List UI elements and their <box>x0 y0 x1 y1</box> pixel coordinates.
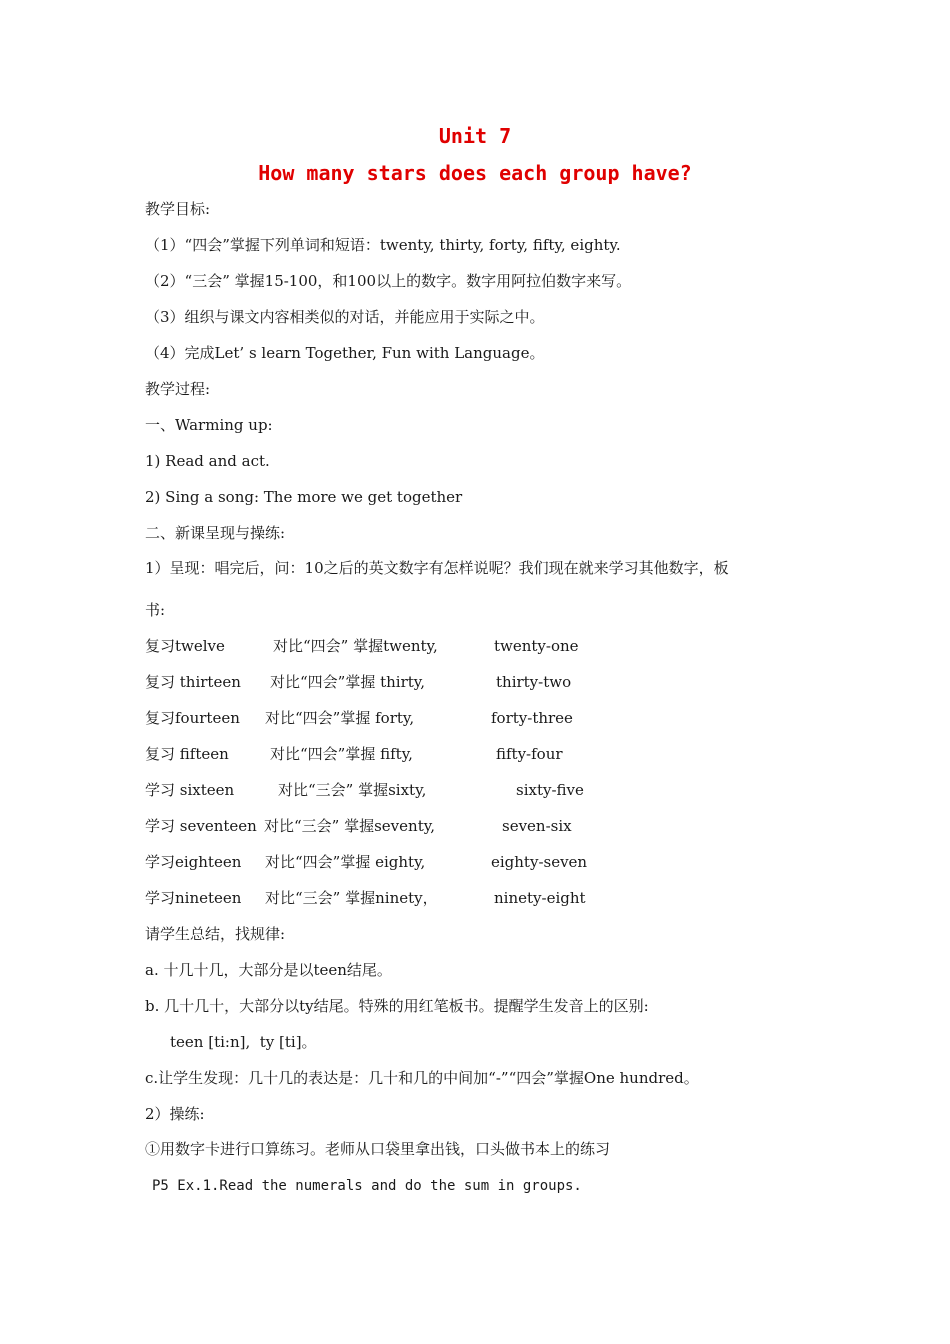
unit-title: Unit 7 <box>438 124 512 148</box>
review-cell: 复习fourteen <box>145 709 240 727</box>
compare-cell: 对比“四会”掌握 fifty, <box>270 745 413 763</box>
example-cell: fifty-four <box>496 745 563 763</box>
presentation-line: 1）呈现：唱完后，问：10之后的英文数字有怎样说呢？我们现在就来学习其他数字，板 <box>145 559 729 577</box>
objectives-heading: 教学目标: <box>145 200 211 218</box>
review-cell: 复习 fifteen <box>145 745 229 763</box>
learn-cell: 学习nineteen <box>145 889 242 907</box>
example-cell: twenty-one <box>494 637 579 655</box>
compare-cell: 对比“四会”掌握 forty, <box>265 709 415 727</box>
practice-exercise: P5 Ex.1.Read the numerals and do the sum in groups. <box>152 1178 582 1194</box>
warmup-item: 2) Sing a song: The more we get together <box>145 488 463 506</box>
compare-cell: 对比“三会” 掌握ninety， <box>265 889 438 907</box>
presentation-line-cont: 书: <box>145 601 166 619</box>
rule-b: b. 几十几十，大部分以ty结尾。特殊的用红笔板书。提醒学生发音上的区别: <box>145 997 649 1015</box>
example-cell: seven-six <box>502 817 572 835</box>
summary-heading: 请学生总结，找规律: <box>145 925 286 943</box>
practice-heading: 2）操练: <box>145 1105 205 1123</box>
compare-cell: 对比“四会” 掌握twenty, <box>273 637 438 655</box>
learn-cell: 学习eighteen <box>145 853 242 871</box>
practice-item: ①用数字卡进行口算练习。老师从口袋里拿出钱，口头做书本上的练习 <box>145 1140 611 1158</box>
process-heading: 教学过程: <box>145 380 211 398</box>
example-cell: ninety-eight <box>494 889 586 907</box>
objective-item: （4）完成Let’ s learn Together, Fun with Language。 <box>145 344 545 362</box>
objective-item: （3）组织与课文内容相类似的对话，并能应用于实际之中。 <box>145 308 545 326</box>
review-cell: 复习twelve <box>145 637 225 655</box>
warmup-item: 1) Read and act. <box>145 452 270 470</box>
example-cell: sixty-five <box>516 781 584 799</box>
compare-cell: 对比“三会” 掌握sixty, <box>278 781 427 799</box>
learn-cell: 学习 sixteen <box>145 781 235 799</box>
objective-item: （1）“四会”掌握下列单词和短语：twenty, thirty, forty, fifty, eighty. <box>145 236 621 254</box>
lesson-subtitle: How many stars does each group have? <box>258 161 692 185</box>
example-cell: eighty-seven <box>491 853 588 871</box>
rule-a: a. 十几十几，大部分是以teen结尾。 <box>145 961 392 979</box>
learn-cell: 学习 seventeen <box>145 817 257 835</box>
compare-cell: 对比“四会”掌握 thirty, <box>270 673 426 691</box>
new-lesson-heading: 二、新课呈现与操练: <box>145 524 286 542</box>
example-cell: thirty-two <box>496 673 572 691</box>
rule-c: c.让学生发现：几十几的表达是：几十和几的中间加“-”“四会”掌握One hundred。 <box>145 1069 699 1087</box>
compare-cell: 对比“三会” 掌握seventy, <box>264 817 435 835</box>
rule-b-pronunciation: teen [ti:n], ty [ti]。 <box>170 1033 317 1051</box>
example-cell: forty-three <box>491 709 573 727</box>
objective-item: （2）“三会” 掌握15-100，和100以上的数字。数字用阿拉伯数字来写。 <box>145 272 632 290</box>
warmup-heading: 一、Warming up: <box>145 416 273 434</box>
compare-cell: 对比“四会”掌握 eighty, <box>265 853 426 871</box>
review-cell: 复习 thirteen <box>145 673 241 691</box>
